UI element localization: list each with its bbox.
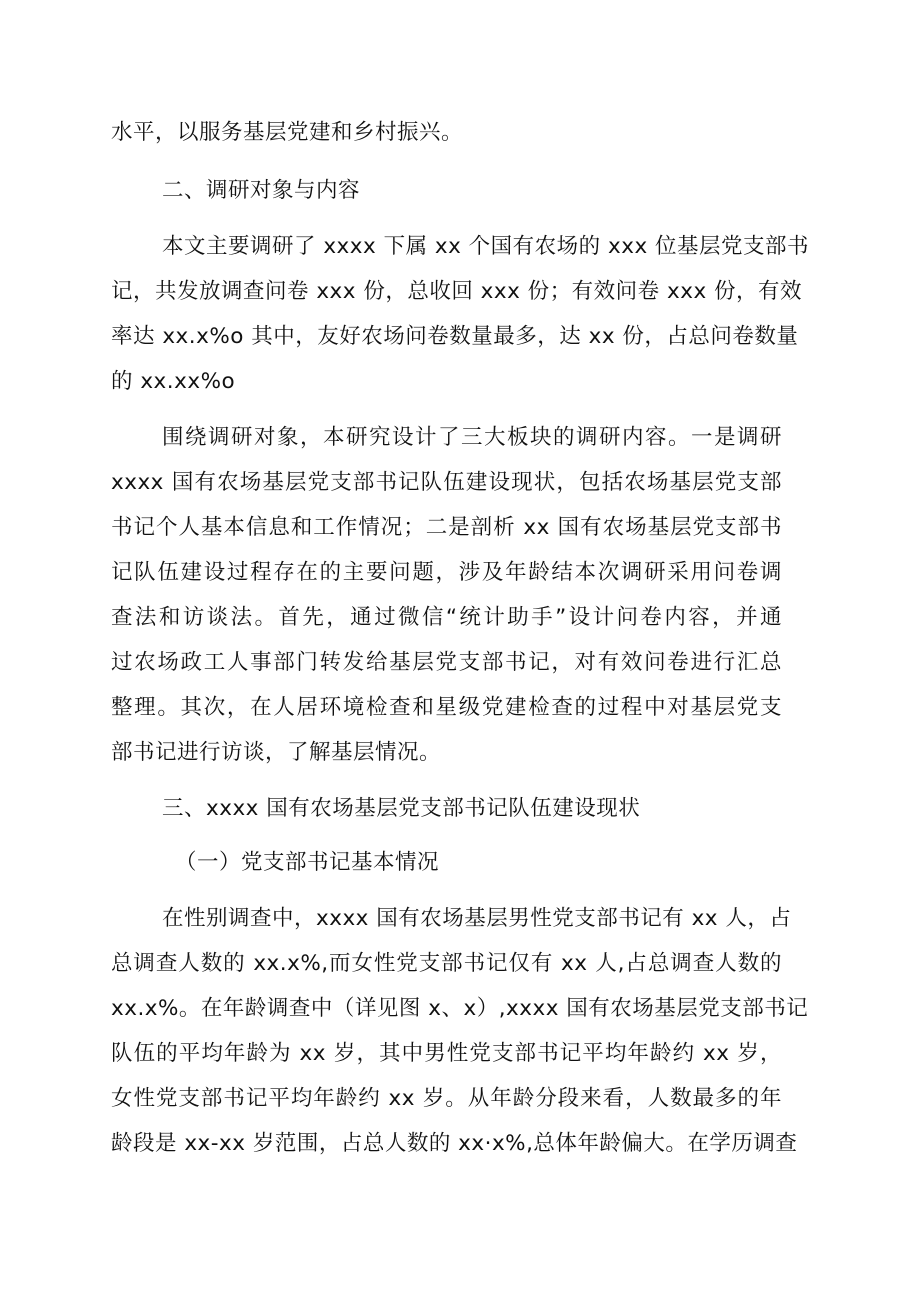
section-heading-2: 二、调研对象与内容: [162, 178, 361, 203]
paragraph-line: 水平，以服务基层党建和乡村振兴。: [111, 120, 464, 145]
paragraph-line: 书记个人基本信息和工作情况；二是剖析 xx 国有农场基层党支部书: [111, 515, 782, 540]
paragraph-line: xx.x%。在年龄调查中（详见图 x、x）,xxxx 国有农场基层党支部书记: [111, 996, 809, 1021]
paragraph-line: 的 xx.xx%o: [111, 369, 236, 394]
paragraph-line: 队伍的平均年龄为 xx 岁，其中男性党支部书记平均年龄约 xx 岁，: [111, 1041, 782, 1066]
paragraph-line: 围绕调研对象，本研究设计了三大板块的调研内容。一是调研: [162, 425, 782, 450]
paragraph-line: 率达 xx.x%o 其中，友好农场问卷数量最多，达 xx 份，占总问卷数量: [111, 324, 799, 349]
paragraph-line: 本文主要调研了 xxxx 下属 xx 个国有农场的 xxx 位基层党支部书: [162, 234, 810, 259]
paragraph-line: 在性别调查中，xxxx 国有农场基层男性党支部书记有 xx 人，占: [162, 906, 792, 931]
paragraph-line: 整理。其次，在人居环境检查和星级党建检查的过程中对基层党支: [111, 695, 782, 720]
paragraph-line: 查法和访谈法。首先，通过微信“统计助手”设计问卷内容，并通: [111, 605, 782, 630]
paragraph-line: xxxx 国有农场基层党支部书记队伍建设现状，包括农场基层党支部: [111, 470, 782, 495]
subsection-heading-1: （一）党支部书记基本情况: [175, 850, 440, 875]
section-heading-3: 三、xxxx 国有农场基层党支部书记队伍建设现状: [162, 796, 641, 821]
paragraph-line: 记队伍建设过程存在的主要问题，涉及年龄结本次调研采用问卷调: [111, 560, 782, 585]
paragraph-line: 部书记进行访谈，了解基层情况。: [111, 740, 442, 765]
paragraph-line: 记，共发放调查问卷 xxx 份，总收回 xxx 份；有效问卷 xxx 份，有效: [111, 279, 803, 304]
paragraph-line: 龄段是 xx-xx 岁范围，占总人数的 xx·x%,总体年龄偏大。在学历调查: [111, 1131, 798, 1156]
paragraph-line: 过农场政工人事部门转发给基层党支部书记，对有效问卷进行汇总: [111, 650, 782, 675]
paragraph-line: 女性党支部书记平均年龄约 xx 岁。从年龄分段来看，人数最多的年: [111, 1086, 782, 1111]
paragraph-line: 总调查人数的 xx.x%,而女性党支部书记仅有 xx 人,占总调查人数的: [111, 951, 782, 976]
